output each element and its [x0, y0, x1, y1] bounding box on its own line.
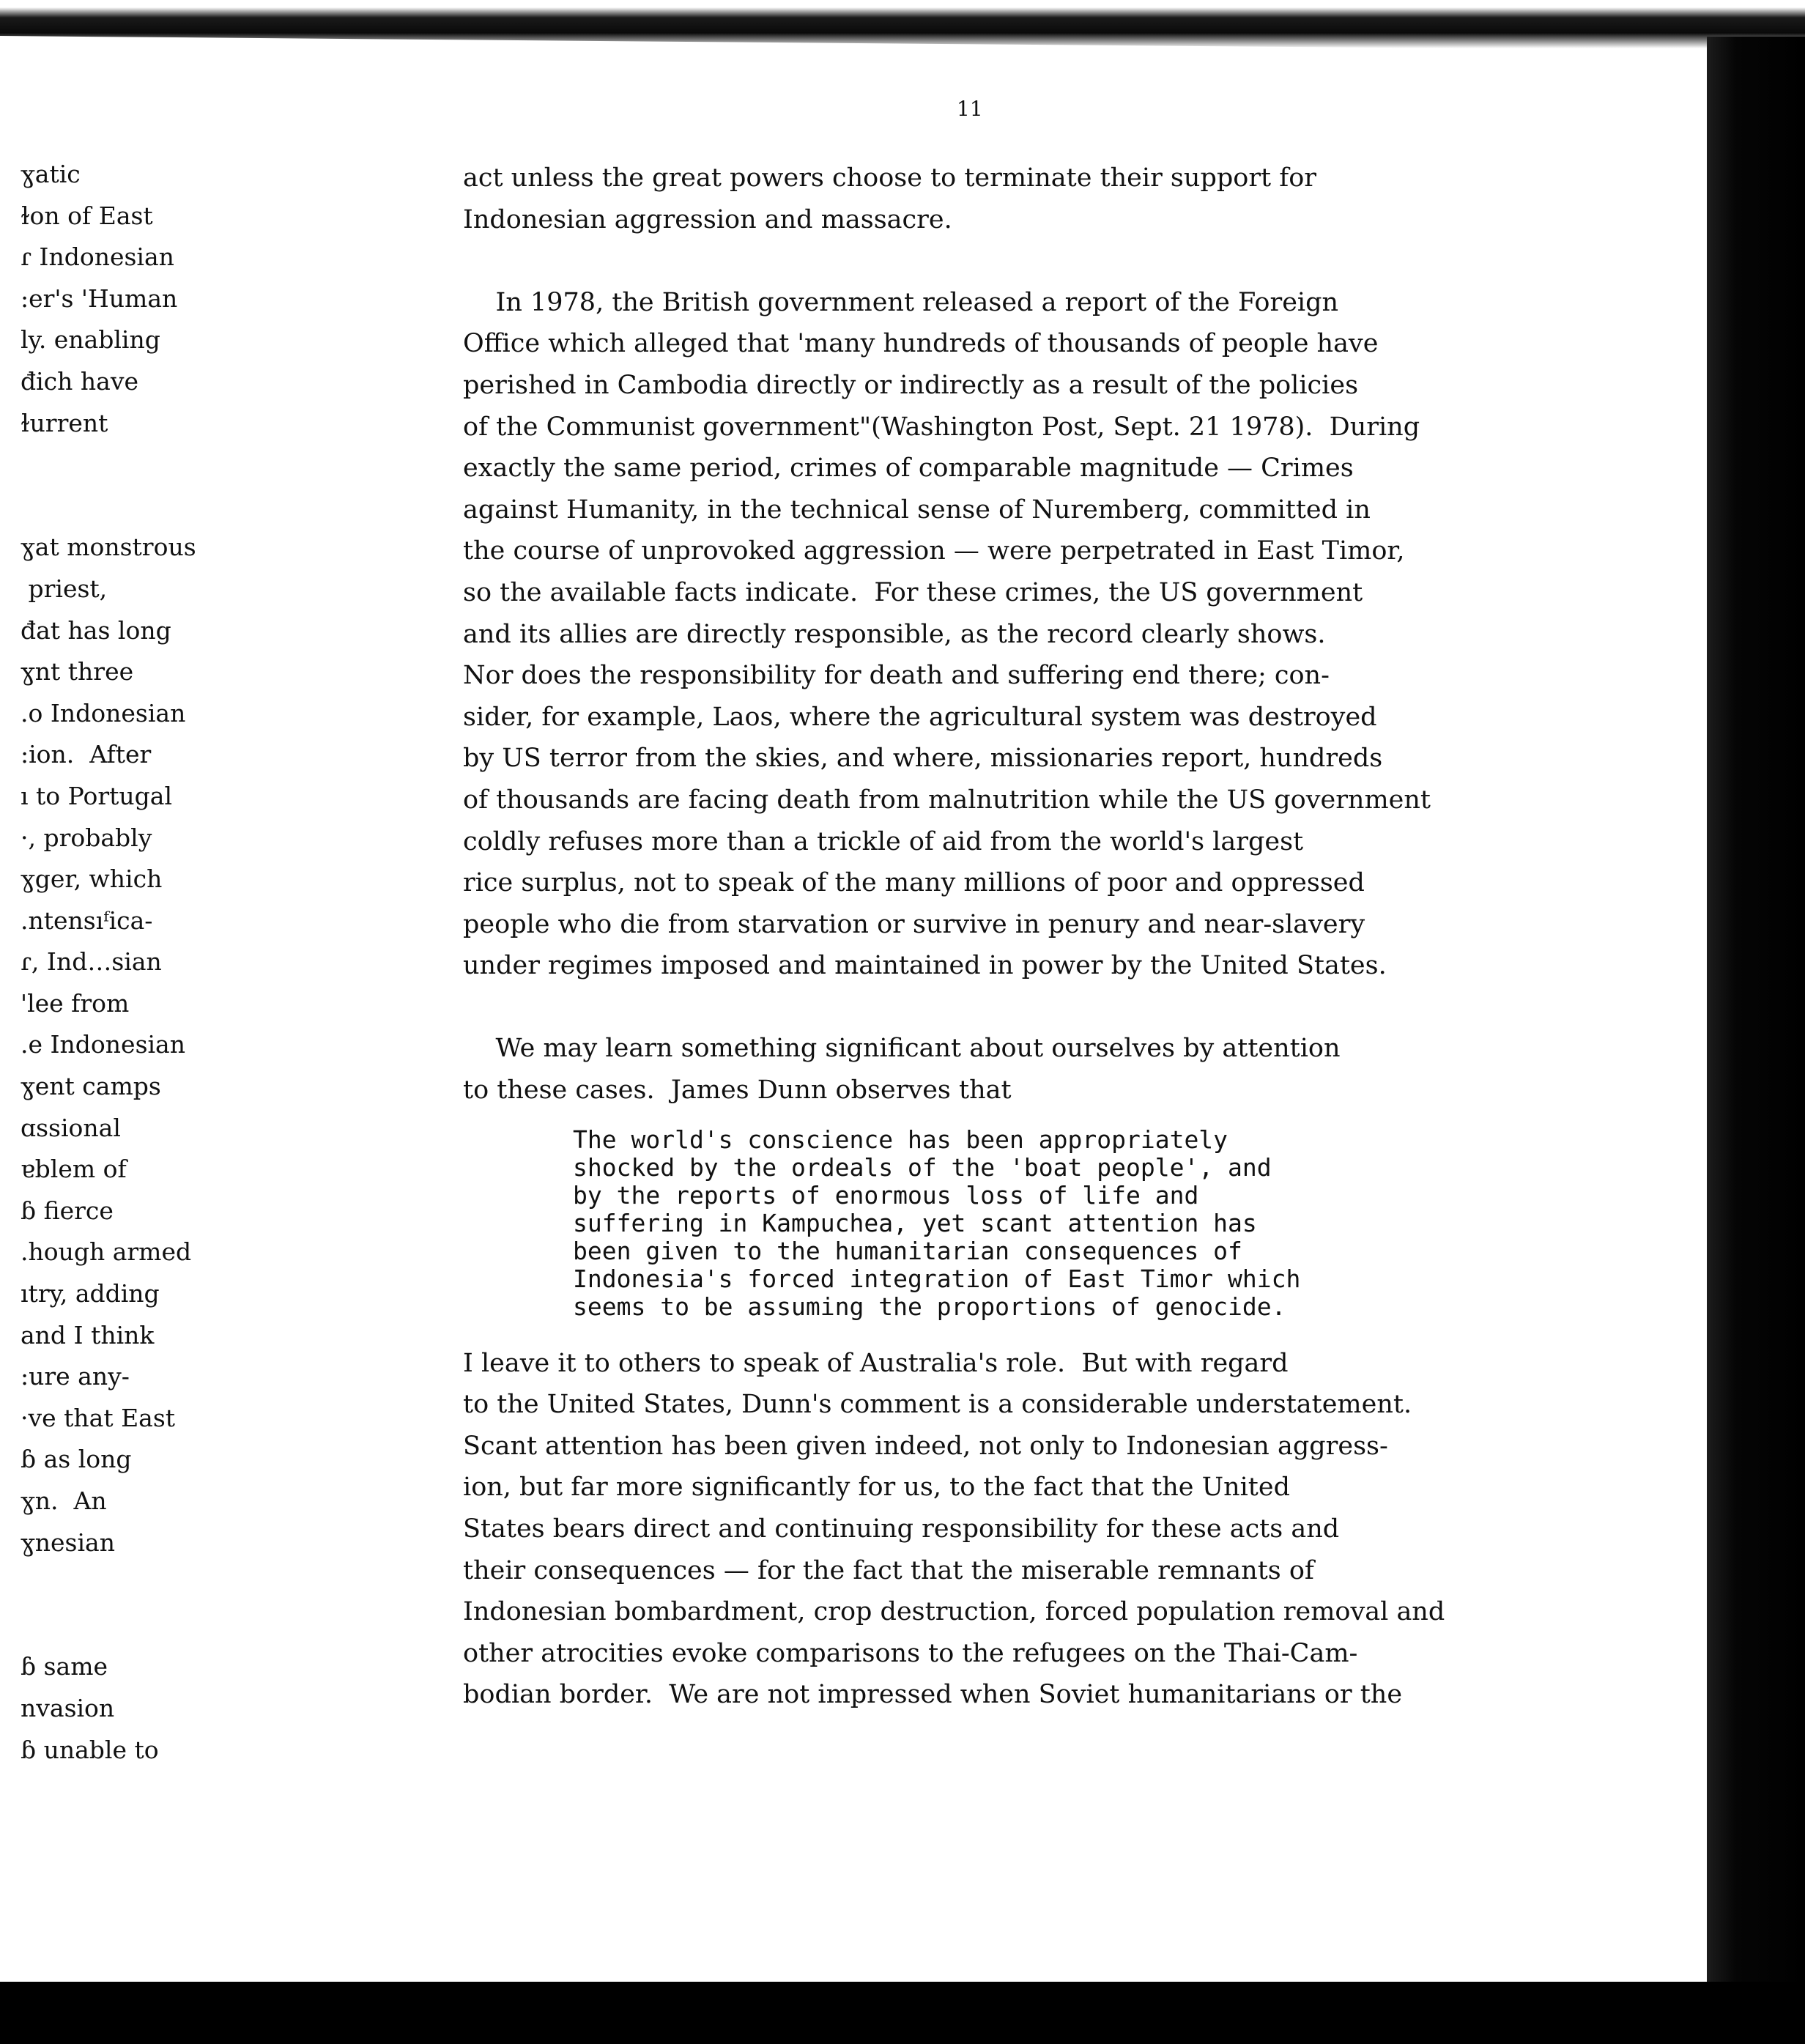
facing-page-fragment: ɣnesian — [21, 1528, 115, 1557]
text-line: other atrocities evoke comparisons to the refugees on the Thai-Cam- — [463, 1638, 1358, 1668]
facing-page-fragment: ɣent camps — [21, 1072, 161, 1101]
facing-page-fragment: .hough armed — [21, 1237, 192, 1267]
facing-page-fragment — [21, 486, 240, 527]
facing-page-fragment: 'lee from — [21, 988, 130, 1018]
text-line: of thousands are facing death from malnutrition while the US government — [463, 785, 1431, 815]
text-line: perished in Cambodia directly or indirectly as a result of the policies — [463, 370, 1359, 400]
facing-page-fragment: ɾ, Ind…sian — [21, 947, 162, 977]
block-quote — [573, 1126, 1489, 1321]
facing-page-fragment: ·ve that East — [21, 1403, 176, 1432]
text-line: I leave it to others to speak of Australia's role. But with regard — [463, 1348, 1289, 1378]
facing-page-fragment: ı to Portugal — [21, 781, 173, 810]
text-line: of the Communist government"(Washington Post, Sept. 21 1978). During — [463, 412, 1420, 442]
facing-page-fragment: ɑssional — [21, 1113, 121, 1142]
facing-page-fragment: ɓ fierce — [21, 1196, 114, 1225]
text-line: Indonesian aggression and massacre. — [463, 204, 952, 234]
text-line: under regimes imposed and maintained in power by the United States. — [463, 951, 1387, 981]
text-line: their consequences — for the fact that the miserable remnants of — [463, 1555, 1314, 1585]
text-line: by US terror from the skies, and where, missionaries report, hundreds — [463, 744, 1383, 774]
facing-page-fragment — [21, 444, 240, 486]
text-line: exactly the same period, crimes of comparable magnitude — Crimes — [463, 453, 1354, 484]
facing-page-fragment: .e Indonesian — [21, 1030, 185, 1059]
text-line: and its allies are directly responsible, as the record clearly shows. — [463, 619, 1326, 649]
text-line: to these cases. James Dunn observes that — [463, 1075, 1012, 1106]
text-line: seems to be assuming the proportions of genocide. — [573, 1292, 1286, 1321]
facing-page-fragment: ɣnt three — [21, 657, 134, 686]
facing-page-fragment: nvasion — [21, 1693, 115, 1722]
text-line: suffering in Kampuchea, yet scant attention has — [573, 1208, 1257, 1237]
facing-page-fragment: ɣn. An — [21, 1486, 107, 1515]
page-number: 11 — [957, 97, 983, 121]
facing-page-fragment: ly. enabling — [21, 325, 160, 355]
text-line: against Humanity, in the technical sense of Nuremberg, committed in — [463, 495, 1371, 525]
text-line: act unless the great powers choose to terminate their support for — [463, 163, 1316, 193]
paragraph-4 — [463, 1343, 1489, 1716]
facing-page-fragment: ɫurrent — [21, 408, 108, 437]
text-line: rice surplus, not to speak of the many millions of poor and oppressed — [463, 868, 1365, 898]
facing-page-fragment: ɫon of East — [21, 201, 153, 230]
paragraph-3 — [463, 1028, 1489, 1111]
facing-page-fragment — [21, 1605, 240, 1647]
facing-page-fragment: ıtry, adding — [21, 1279, 160, 1308]
page-body — [463, 158, 1489, 1716]
facing-page-fragment: :er's 'Human — [21, 284, 178, 313]
facing-page-fragments — [21, 154, 240, 1771]
text-line: bodian border. We are not impressed when Soviet humanitarians or the — [463, 1680, 1403, 1710]
paragraph-2 — [463, 282, 1489, 987]
facing-page-fragment: .o Indonesian — [21, 698, 186, 727]
paragraph-1 — [463, 158, 1489, 240]
text-line: sider, for example, Laos, where the agricultural system was destroyed — [463, 702, 1377, 732]
text-line: people who die from starvation or survive in penury and near-slavery — [463, 909, 1365, 939]
text-line: been given to the humanitarian consequences of — [573, 1236, 1242, 1265]
text-line: States bears direct and continuing responsibility for these acts and — [463, 1514, 1340, 1544]
facing-page-fragment: and I think — [21, 1320, 155, 1349]
text-line: the course of unprovoked aggression — were perpetrated in East Timor, — [463, 536, 1405, 566]
facing-page-fragment: đat has long — [21, 615, 171, 645]
facing-page-fragment: ɐblem of — [21, 1155, 127, 1184]
text-line: coldly refuses more than a trickle of aid from the world's largest — [463, 826, 1304, 856]
facing-page-fragment: ɣger, which — [21, 864, 163, 894]
text-line: The world's conscience has been appropriately — [573, 1125, 1228, 1154]
text-line: so the available facts indicate. For these crimes, the US government — [463, 577, 1363, 607]
text-line: to the United States, Dunn's comment is a considerable understatement. — [463, 1390, 1412, 1420]
text-line: We may learn something significant about ourselves by attention — [463, 1034, 1341, 1064]
facing-page-fragment: :ion. After — [21, 740, 152, 769]
text-line: Indonesian bombardment, crop destruction, forced population removal and — [463, 1597, 1445, 1627]
text-line: Indonesia's forced integration of East Timor which — [573, 1264, 1301, 1293]
facing-page-fragment: .ntensıᶠica- — [21, 906, 153, 935]
text-line: ion, but far more significantly for us, to the fact that the United — [463, 1473, 1290, 1503]
facing-page-fragment: ·, probably — [21, 823, 152, 852]
scan-shadow-bottom — [0, 1982, 1805, 2044]
text-line: shocked by the ordeals of the 'boat people', and — [573, 1152, 1272, 1182]
text-line: Office which alleged that 'many hundreds of thousands of people have — [463, 329, 1379, 359]
text-line: Nor does the responsibility for death and suffering end there; con- — [463, 661, 1330, 691]
facing-page-fragment: ɣatic — [21, 160, 81, 188]
facing-page-fragment: ɣat monstrous — [21, 533, 196, 562]
facing-page-fragment — [21, 1563, 240, 1605]
facing-page-fragment: ɓ same — [21, 1652, 108, 1681]
facing-page-fragment: ɓ as long — [21, 1445, 132, 1474]
scan-shadow-right — [1707, 37, 1805, 2007]
facing-page-fragment: ɾ Indonesian — [21, 242, 174, 272]
text-line: In 1978, the British government released a report of the Foreign — [463, 287, 1339, 317]
facing-page-fragment: :ure any- — [21, 1362, 130, 1391]
text-line: by the reports of enormous loss of life and — [573, 1180, 1199, 1210]
scan-shadow-top — [0, 0, 1805, 51]
text-line: Scant attention has been given indeed, not only to Indonesian aggress- — [463, 1431, 1388, 1461]
facing-page-fragment: đich have — [21, 366, 139, 396]
facing-page-fragment: ɓ unable to — [21, 1735, 159, 1764]
facing-page-fragment: priest, — [21, 574, 108, 603]
